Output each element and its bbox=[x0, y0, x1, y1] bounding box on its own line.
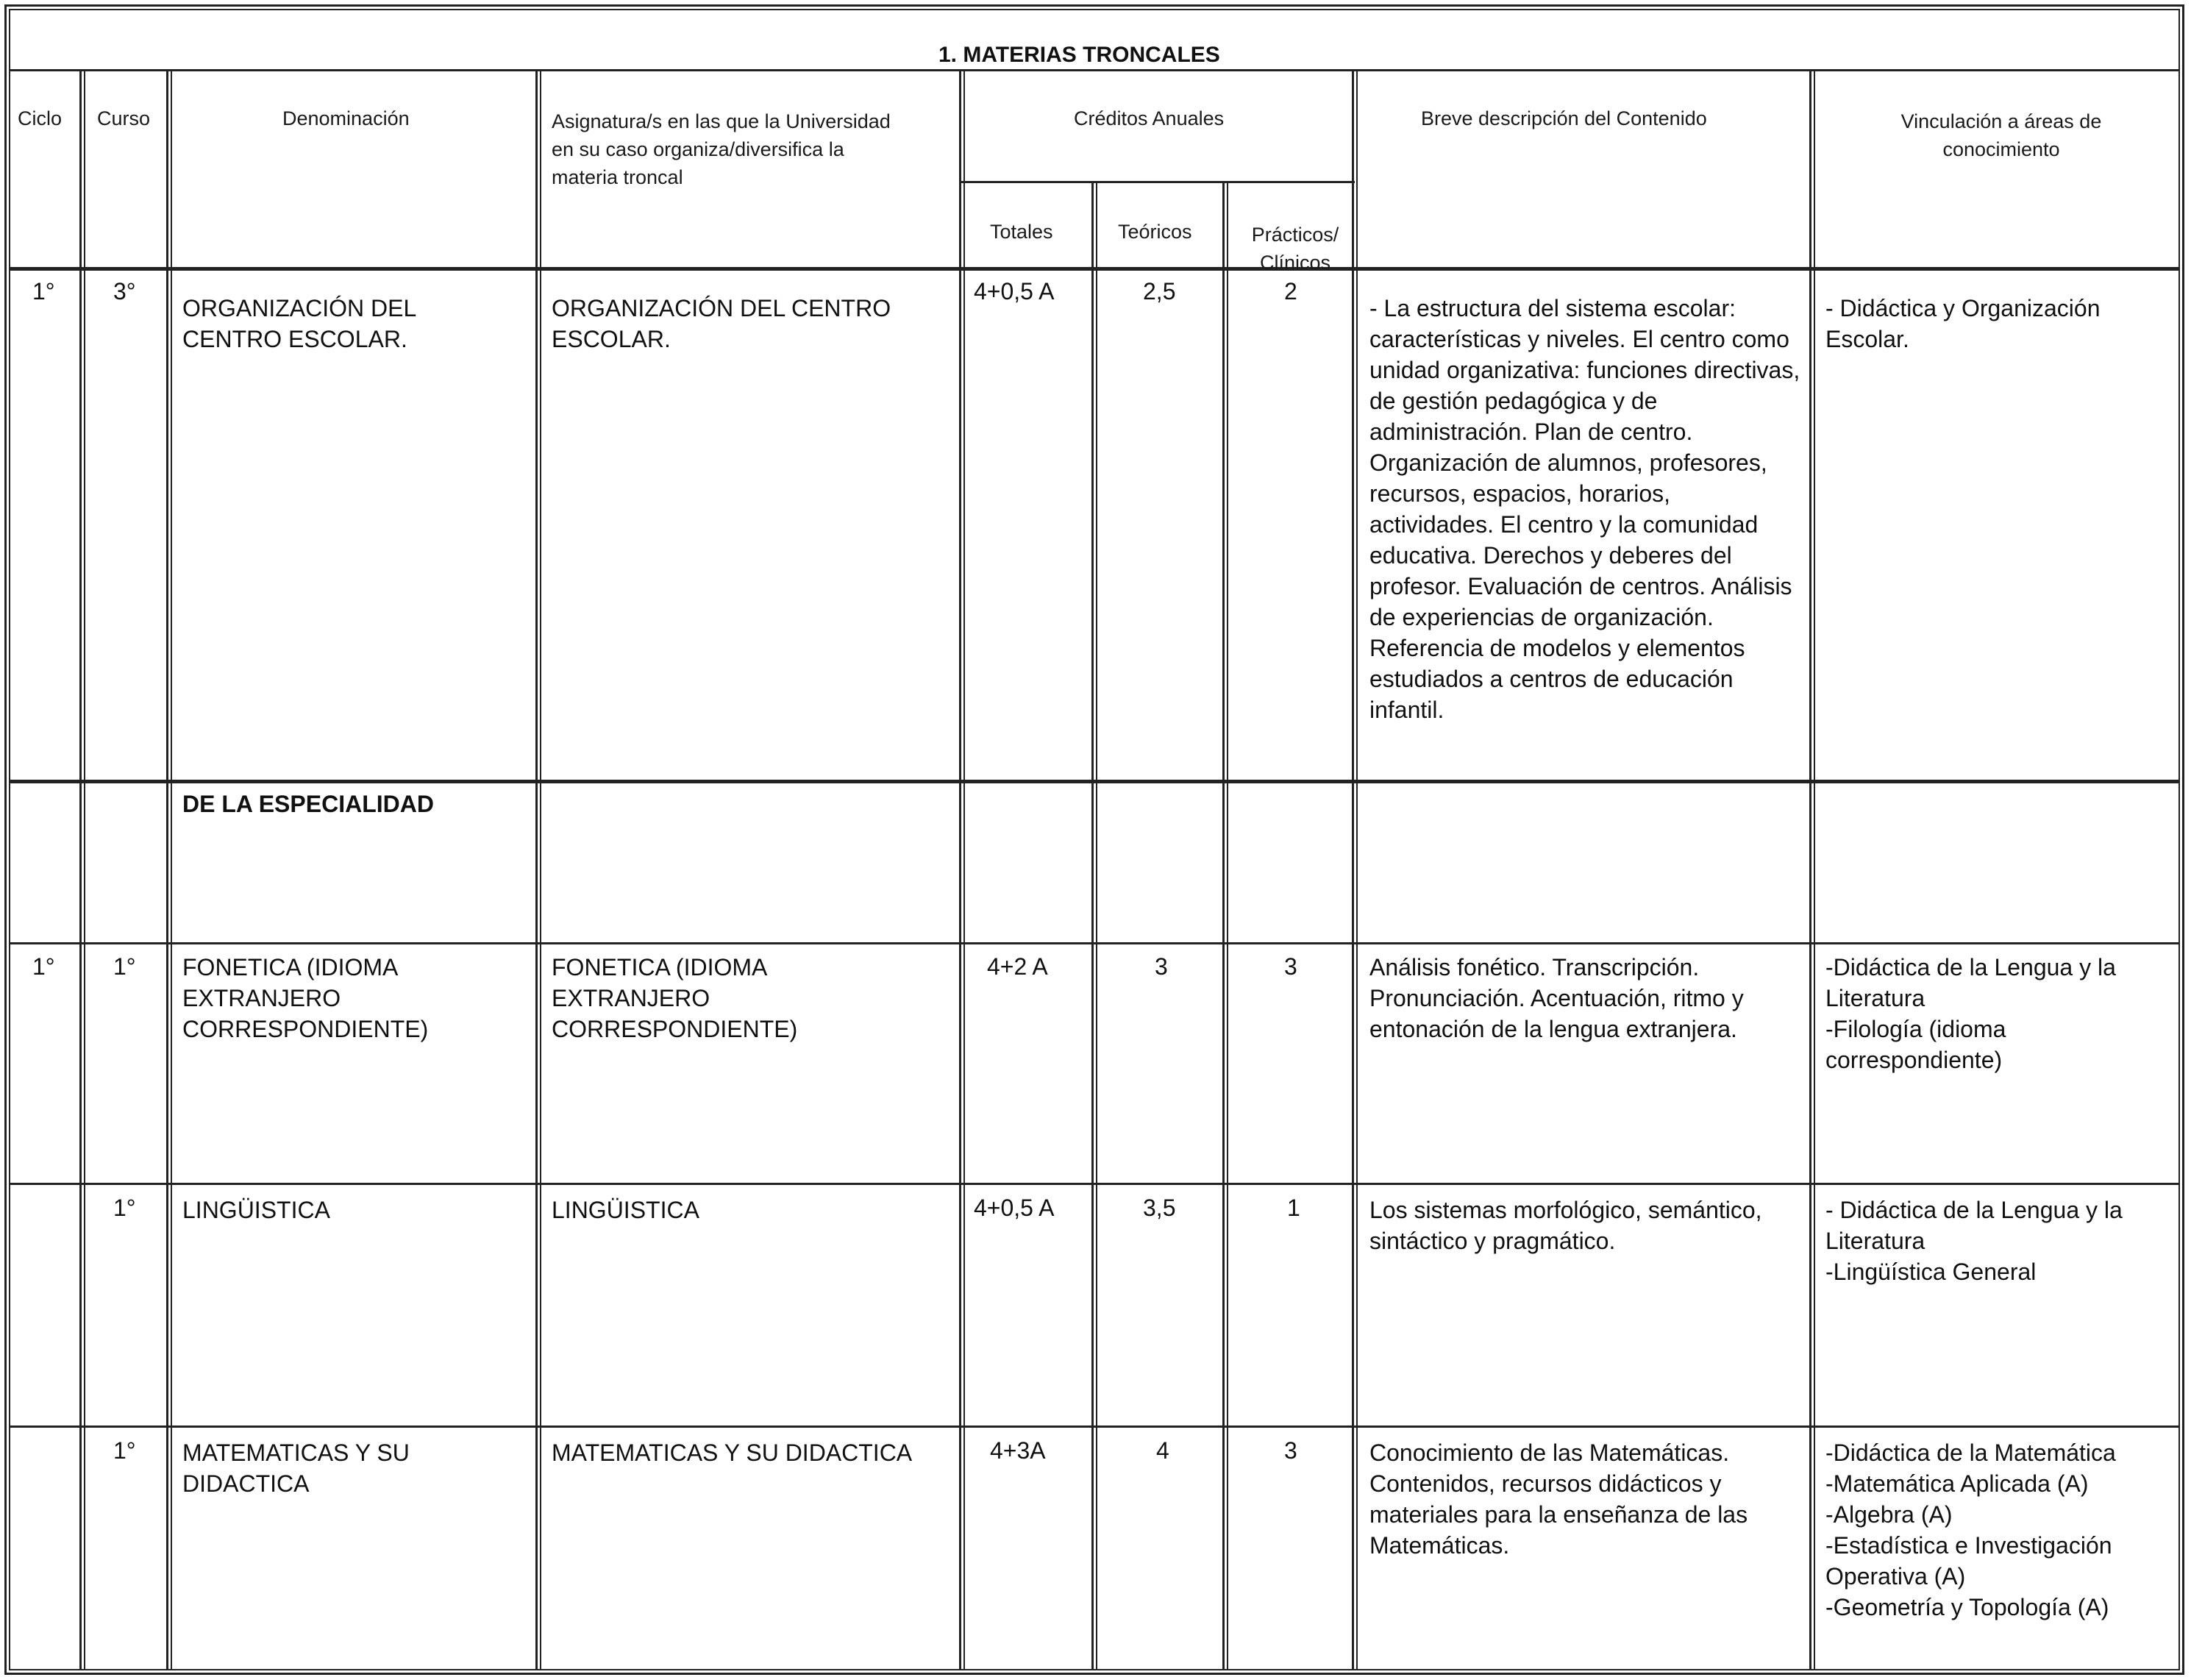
row1-vinculacion: - Didáctica y Organización Escolar. bbox=[1825, 295, 2101, 352]
divider bbox=[1352, 69, 1354, 1670]
row4-practicos: 1 bbox=[1287, 1195, 1300, 1221]
divider bbox=[540, 69, 541, 1670]
header-curso: Curso bbox=[97, 107, 151, 129]
row5-curso: 1° bbox=[113, 1437, 136, 1464]
divider bbox=[1091, 181, 1094, 1670]
divider bbox=[963, 69, 965, 1670]
header-totales: Totales bbox=[990, 221, 1053, 243]
header-asignatura: Asignatura/s en las que la Universidad en su caso organiza/diversifica la materia troncal bbox=[552, 110, 891, 188]
row3-practicos: 3 bbox=[1284, 953, 1297, 980]
row3-totales: 4+2 A bbox=[987, 953, 1048, 980]
header-practicos: Prácticos/ Clínicos bbox=[1251, 224, 1339, 274]
row5-practicos: 3 bbox=[1284, 1437, 1297, 1464]
row1-asignatura: ORGANIZACIÓN DEL CENTRO ESCOLAR. bbox=[552, 295, 891, 352]
row1-ciclo: 1° bbox=[32, 278, 55, 305]
divider bbox=[1356, 69, 1358, 1670]
divider bbox=[84, 69, 85, 1670]
divider bbox=[1227, 181, 1228, 1670]
divider bbox=[1814, 69, 1815, 1670]
row3-vinculacion: -Didáctica de la Lengua y la Literatura -Filología (idioma correspondiente) bbox=[1825, 954, 2116, 1073]
row3-curso: 1° bbox=[113, 953, 136, 980]
divider bbox=[171, 69, 172, 1670]
header-descripcion: Breve descripción del Contenido bbox=[1421, 107, 1707, 129]
row1-practicos: 2 bbox=[1284, 278, 1297, 305]
divider bbox=[9, 1425, 2180, 1428]
row4-vinculacion: - Didáctica de la Lengua y la Literatura -Lingüística General bbox=[1825, 1197, 2123, 1285]
row5-descripcion: Conocimiento de las Matemáticas. Contenidos, recursos didácticos y materiales para la enseñanza de las Matemáticas. bbox=[1369, 1439, 1748, 1559]
row4-asignatura: LINGÜISTICA bbox=[552, 1197, 699, 1223]
row3-denominacion: FONETICA (IDIOMA EXTRANJERO CORRESPONDIENTE) bbox=[182, 954, 429, 1042]
divider bbox=[9, 1183, 2180, 1185]
row3-asignatura: FONETICA (IDIOMA EXTRANJERO CORRESPONDIENTE) bbox=[552, 954, 798, 1042]
divider bbox=[961, 181, 1355, 183]
divider bbox=[9, 69, 2180, 71]
row4-teoricos: 3,5 bbox=[1143, 1195, 1176, 1221]
row5-asignatura: MATEMATICAS Y SU DIDACTICA bbox=[552, 1439, 913, 1466]
divider bbox=[1222, 181, 1225, 1670]
divider bbox=[959, 69, 961, 1670]
row3-descripcion: Análisis fonético. Transcripción. Pronunciación. Acentuación, ritmo y entonación de la lengua extranjera. bbox=[1369, 954, 1744, 1042]
divider bbox=[1096, 181, 1097, 1670]
divider bbox=[1809, 69, 1811, 1670]
row1-curso: 3° bbox=[113, 278, 136, 305]
row1-teoricos: 2,5 bbox=[1143, 278, 1176, 305]
row4-totales: 4+0,5 A bbox=[974, 1195, 1055, 1221]
header-ciclo: Ciclo bbox=[18, 107, 63, 129]
row5-denominacion: MATEMATICAS Y SU DIDACTICA bbox=[182, 1439, 410, 1497]
row1-denominacion: ORGANIZACIÓN DEL CENTRO ESCOLAR. bbox=[182, 295, 417, 352]
row3-teoricos: 3 bbox=[1155, 953, 1168, 980]
header-vinculacion: Vinculación a áreas de conocimiento bbox=[1900, 110, 2102, 160]
row4-curso: 1° bbox=[113, 1195, 136, 1221]
divider bbox=[535, 69, 538, 1670]
row1-descripcion: - La estructura del sistema escolar: características y niveles. El centro como unidad organizativa: funciones directivas, de gestión pedagógica y de administración. Plan de centro. Organización de alumnos, profesores, recursos, espacios, horarios, actividades. El centro y la comunidad educativa. Derechos y deberes del profesor. Evaluación de centros. Análisis de experiencias de organización. Referencia de modelos y elementos estudiados a centros de educación infantil. bbox=[1369, 295, 1800, 723]
header-teoricos: Teóricos bbox=[1118, 221, 1192, 243]
row4-descripcion: Los sistemas morfológico, semántico, sintáctico y pragmático. bbox=[1369, 1197, 1762, 1254]
row5-totales: 4+3A bbox=[990, 1437, 1046, 1464]
divider bbox=[79, 69, 82, 1670]
divider bbox=[9, 267, 2180, 271]
table-inner-border bbox=[9, 9, 2180, 1670]
row5-teoricos: 4 bbox=[1156, 1437, 1169, 1464]
row1-totales: 4+0,5 A bbox=[974, 278, 1055, 305]
section-label: DE LA ESPECIALIDAD bbox=[182, 791, 434, 817]
header-creditos-anuales: Créditos Anuales bbox=[1074, 107, 1225, 129]
divider bbox=[9, 942, 2180, 944]
row5-vinculacion: -Didáctica de la Matemática -Matemática Aplicada (A) -Algebra (A) -Estadística e Investigación Operativa (A) -Geometría y Topología (A) bbox=[1825, 1439, 2116, 1620]
row3-ciclo: 1° bbox=[32, 953, 55, 980]
divider bbox=[9, 780, 2180, 783]
row4-denominacion: LINGÜISTICA bbox=[182, 1197, 330, 1223]
divider bbox=[166, 69, 168, 1670]
document-page bbox=[4, 4, 2184, 1675]
header-denominacion: Denominación bbox=[282, 107, 410, 129]
table-title: 1. MATERIAS TRONCALES bbox=[938, 43, 1220, 67]
